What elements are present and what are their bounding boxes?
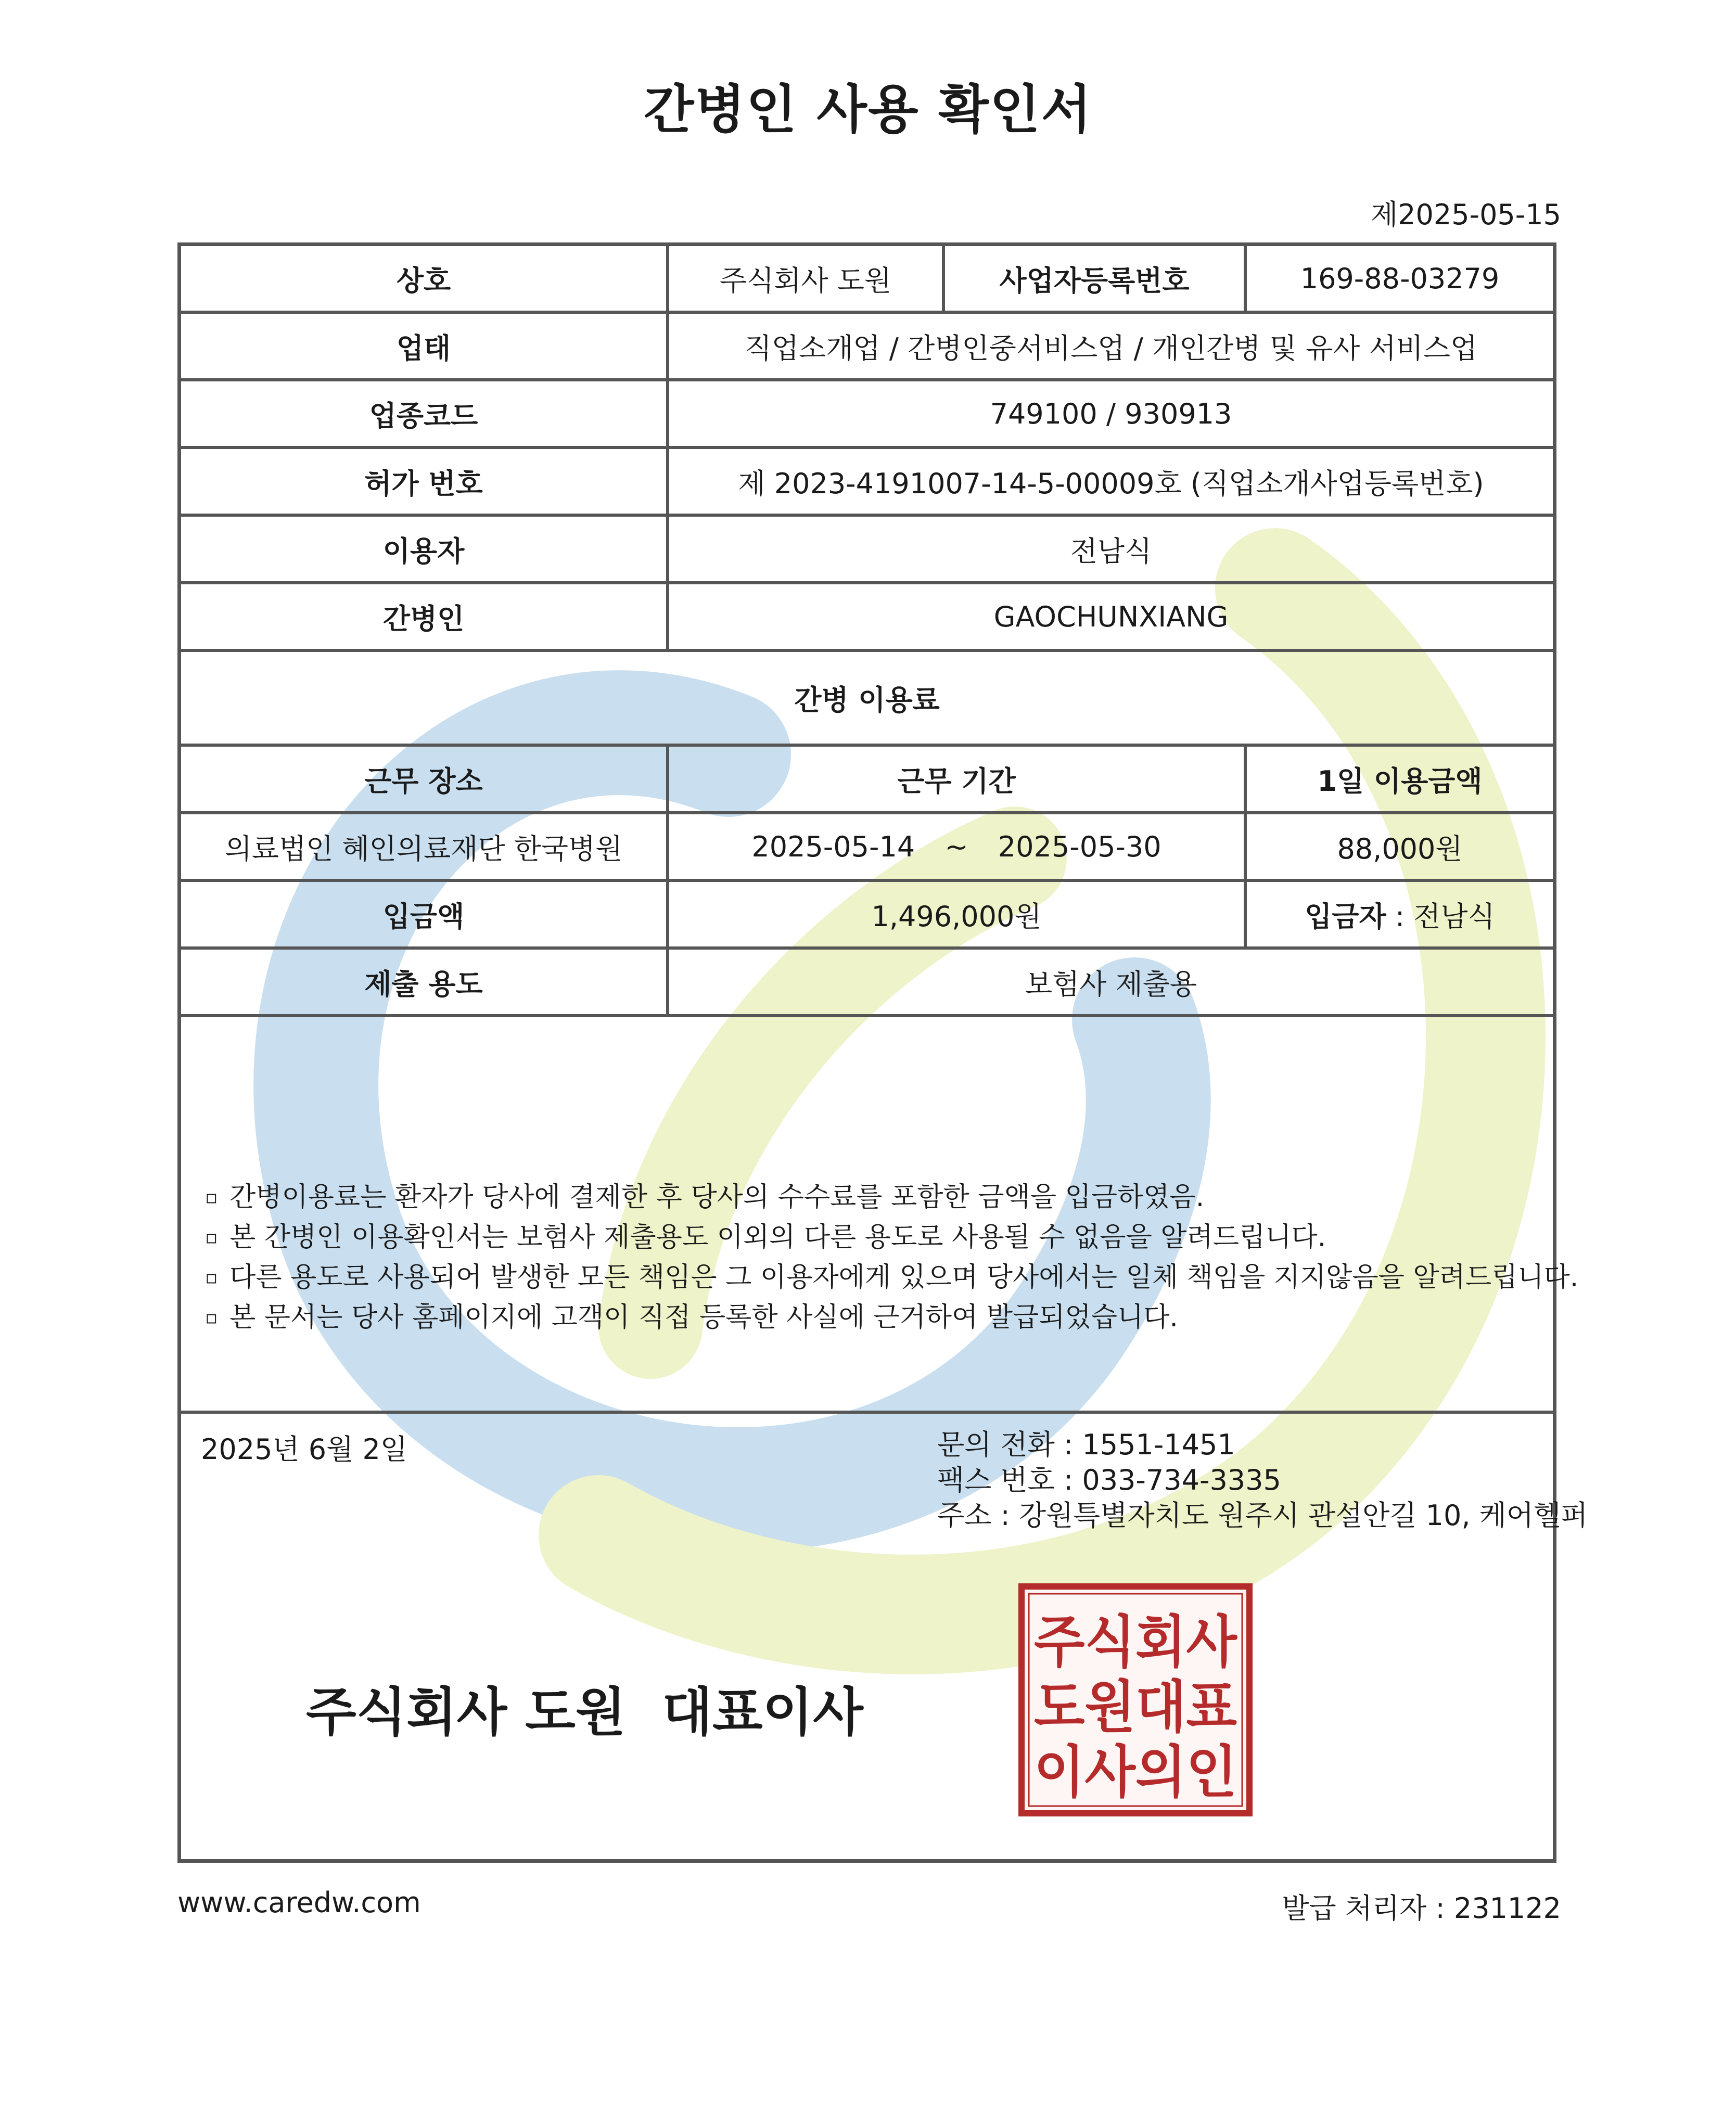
depositor-label: 입금자 [1305,900,1386,933]
note-item: ▫ 다른 용도로 사용되어 발생한 모든 책임은 그 이용자에게 있으며 당사에서는 일체 책임을 지지않음을 알려드립니다. [201,1258,1533,1298]
work-place-label: 근무 장소 [181,745,668,813]
info-table [181,246,1553,1017]
square-bullet-icon: ▫ [205,1307,218,1328]
fee-value-row [181,813,1553,880]
period-end: 2025-05-30 [998,830,1161,863]
note-item: ▫ 간병이용료는 환자가 당사에 결제한 후 당사의 수수료를 포함한 금액을 입금하였음. [201,1177,1533,1218]
svg-text:주식회사: 주식회사 [1034,1610,1238,1675]
contact-address: 주소 : 강원특별자치도 원주시 관설안길 10, 케어헬퍼 [937,1499,1588,1532]
deposit-row [181,880,1553,948]
contact-fax: 팩스 번호 : 033-734-3335 [937,1464,1281,1496]
document-frame [177,242,1588,1863]
work-period-value [668,813,1245,880]
business-type-label: 업태 [181,312,668,380]
registration-label: 사업자등록번호 [943,246,1245,312]
license-label: 허가 번호 [181,447,668,515]
square-bullet-icon: ▫ [205,1227,218,1248]
business-type-row [181,312,1553,380]
purpose-row [181,948,1553,1016]
website-link[interactable]: www.caredw.com [177,1886,421,1919]
section-divider [181,1411,1553,1414]
square-bullet-icon: ▫ [205,1187,218,1208]
company-name-label: 상호 [181,246,668,312]
caregiver-value: GAOCHUNXIANG [668,583,1553,650]
document-title: 간병인 사용 확인서 [643,79,1093,140]
business-code-value: 749100 / 930913 [668,380,1553,447]
contact-info [937,1427,1588,1533]
user-value: 전남식 [668,515,1553,583]
business-code-label: 업종코드 [181,380,668,447]
registration-value: 169-88-03279 [1245,246,1553,312]
signature-company: 주식회사 도원 [306,1682,626,1743]
caregiver-row [181,583,1553,650]
purpose-label: 제출 용도 [181,948,668,1016]
svg-text:도원대표: 도원대표 [1034,1675,1237,1740]
caregiver-label: 간병인 [181,583,668,650]
business-type-value: 직업소개업 / 간병인중서비스업 / 개인간병 및 유사 서비스업 [668,312,1553,380]
depositor-value: : 전남식 [1386,900,1495,933]
purpose-value: 보험사 제출용 [668,948,1553,1016]
document-number: 제2025-05-15 [1371,198,1561,231]
fee-header-row [181,745,1553,813]
period-separator: ~ [944,830,968,863]
fee-section-row [181,650,1553,745]
issuer-info: 발급 처리자 : 231122 [1282,1892,1561,1925]
square-bullet-icon: ▫ [205,1267,218,1288]
license-value: 제 2023-4191007-14-5-00009호 (직업소개사업등록번호) [668,447,1553,515]
period-start: 2025-05-14 [751,830,915,863]
signature-title: 대표이사 [662,1682,863,1743]
fee-section-title: 간병 이용료 [181,650,1553,745]
note-item: ▫ 본 문서는 당사 홈페이지에 고객이 직접 등록한 사실에 근거하여 발급되었습니다. [201,1298,1533,1338]
notes-list [201,1177,1579,1338]
company-name-value: 주식회사 도원 [668,246,943,312]
daily-fee-label: 1일 이용금액 [1245,745,1553,813]
deposit-label: 입금액 [181,880,668,948]
issue-date: 2025년 6월 2일 [201,1433,407,1466]
note-item: ▫ 본 간병인 이용확인서는 보험사 제출용도 이외의 다른 용도로 사용될 수 없음을 알려드립니다. [201,1218,1533,1258]
daily-fee-value: 88,000원 [1245,813,1553,880]
work-period-label: 근무 기간 [668,745,1245,813]
deposit-value: 1,496,000원 [668,880,1245,948]
user-row [181,515,1553,583]
work-place-value: 의료법인 혜인의료재단 한국병원 [181,813,668,880]
contact-phone: 문의 전화 : 1551-1451 [937,1428,1235,1461]
business-code-row [181,380,1553,447]
company-row [181,246,1553,312]
depositor-cell [1245,880,1553,948]
signature-line [306,1670,863,1745]
license-row [181,447,1553,515]
company-seal [1018,1583,1253,1816]
user-label: 이용자 [181,515,668,583]
svg-text:이사의인: 이사의인 [1034,1740,1237,1805]
